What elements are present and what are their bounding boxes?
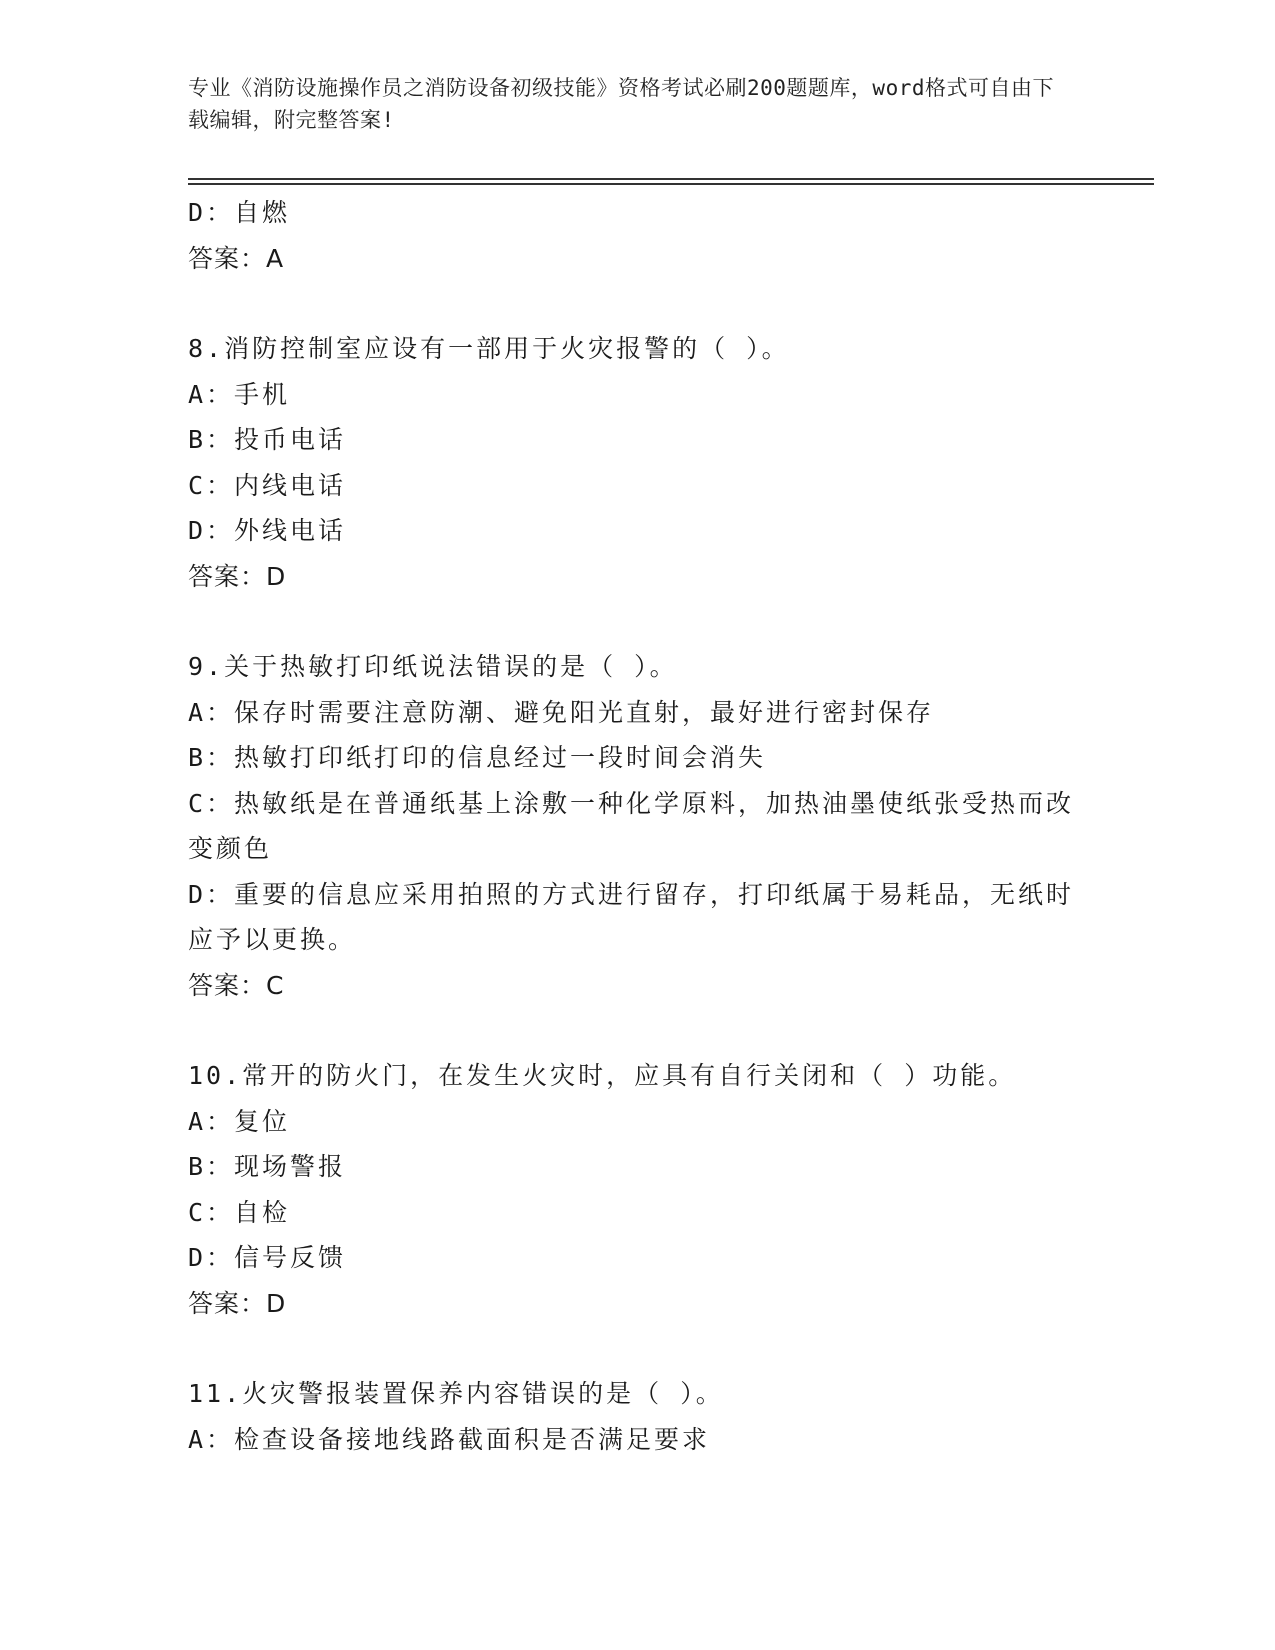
question-8 <box>188 326 1088 599</box>
header-text: 专业《消防设施操作员之消防设备初级技能》资格考试必刷200题题库，word格式可自由下载编辑，附完整答案! <box>188 76 1054 132</box>
header-rule-top <box>188 178 1154 180</box>
question-stem: 9.关于热敏打印纸说法错误的是（ ）。 <box>188 652 678 681</box>
option-d: D：外线电话 <box>188 516 347 545</box>
option-d: D：重要的信息应采用拍照的方式进行留存，打印纸属于易耗品，无纸时应予以更换。 <box>188 879 1075 954</box>
answer: 答案：D <box>188 1288 287 1318</box>
question-10 <box>188 1053 1088 1326</box>
document-header <box>188 72 1068 136</box>
option-b: B：投币电话 <box>188 425 347 454</box>
header-rule-bottom <box>188 183 1154 185</box>
answer: 答案：A <box>188 243 285 273</box>
question-stem: 8.消防控制室应设有一部用于火灾报警的（ ）。 <box>188 334 790 363</box>
option-b: B：现场警报 <box>188 1152 347 1181</box>
spacer <box>188 599 1088 644</box>
spacer <box>188 281 1088 326</box>
spacer <box>188 1008 1088 1053</box>
answer: 答案：D <box>188 561 287 591</box>
option-c: C：自检 <box>188 1197 291 1227</box>
option-b: B：热敏打印纸打印的信息经过一段时间会消失 <box>188 743 767 772</box>
question-9 <box>188 644 1088 1008</box>
option-a: A：手机 <box>188 379 291 409</box>
option-c: C：热敏纸是在普通纸基上涂敷一种化学原料，加热油墨使纸张受热而改变颜色 <box>188 788 1075 863</box>
question-stem: 11.火灾警报装置保养内容错误的是（ ）。 <box>188 1379 724 1408</box>
option-a: A：检查设备接地线路截面积是否满足要求 <box>188 1424 711 1454</box>
question-stem: 10.常开的防火门，在发生火灾时，应具有自行关闭和（ ）功能。 <box>188 1061 1017 1090</box>
question-11 <box>188 1371 1088 1462</box>
spacer <box>188 1326 1088 1371</box>
answer: 答案：C <box>188 970 285 1000</box>
option-a: A：复位 <box>188 1106 291 1136</box>
option-c: C：内线电话 <box>188 470 347 500</box>
option-d: D：信号反馈 <box>188 1243 347 1272</box>
option-d: D：自燃 <box>188 198 291 227</box>
question-list <box>188 190 1088 1462</box>
option-a: A：保存时需要注意防潮、避免阳光直射，最好进行密封保存 <box>188 697 935 727</box>
previous-question-tail <box>188 190 1088 281</box>
